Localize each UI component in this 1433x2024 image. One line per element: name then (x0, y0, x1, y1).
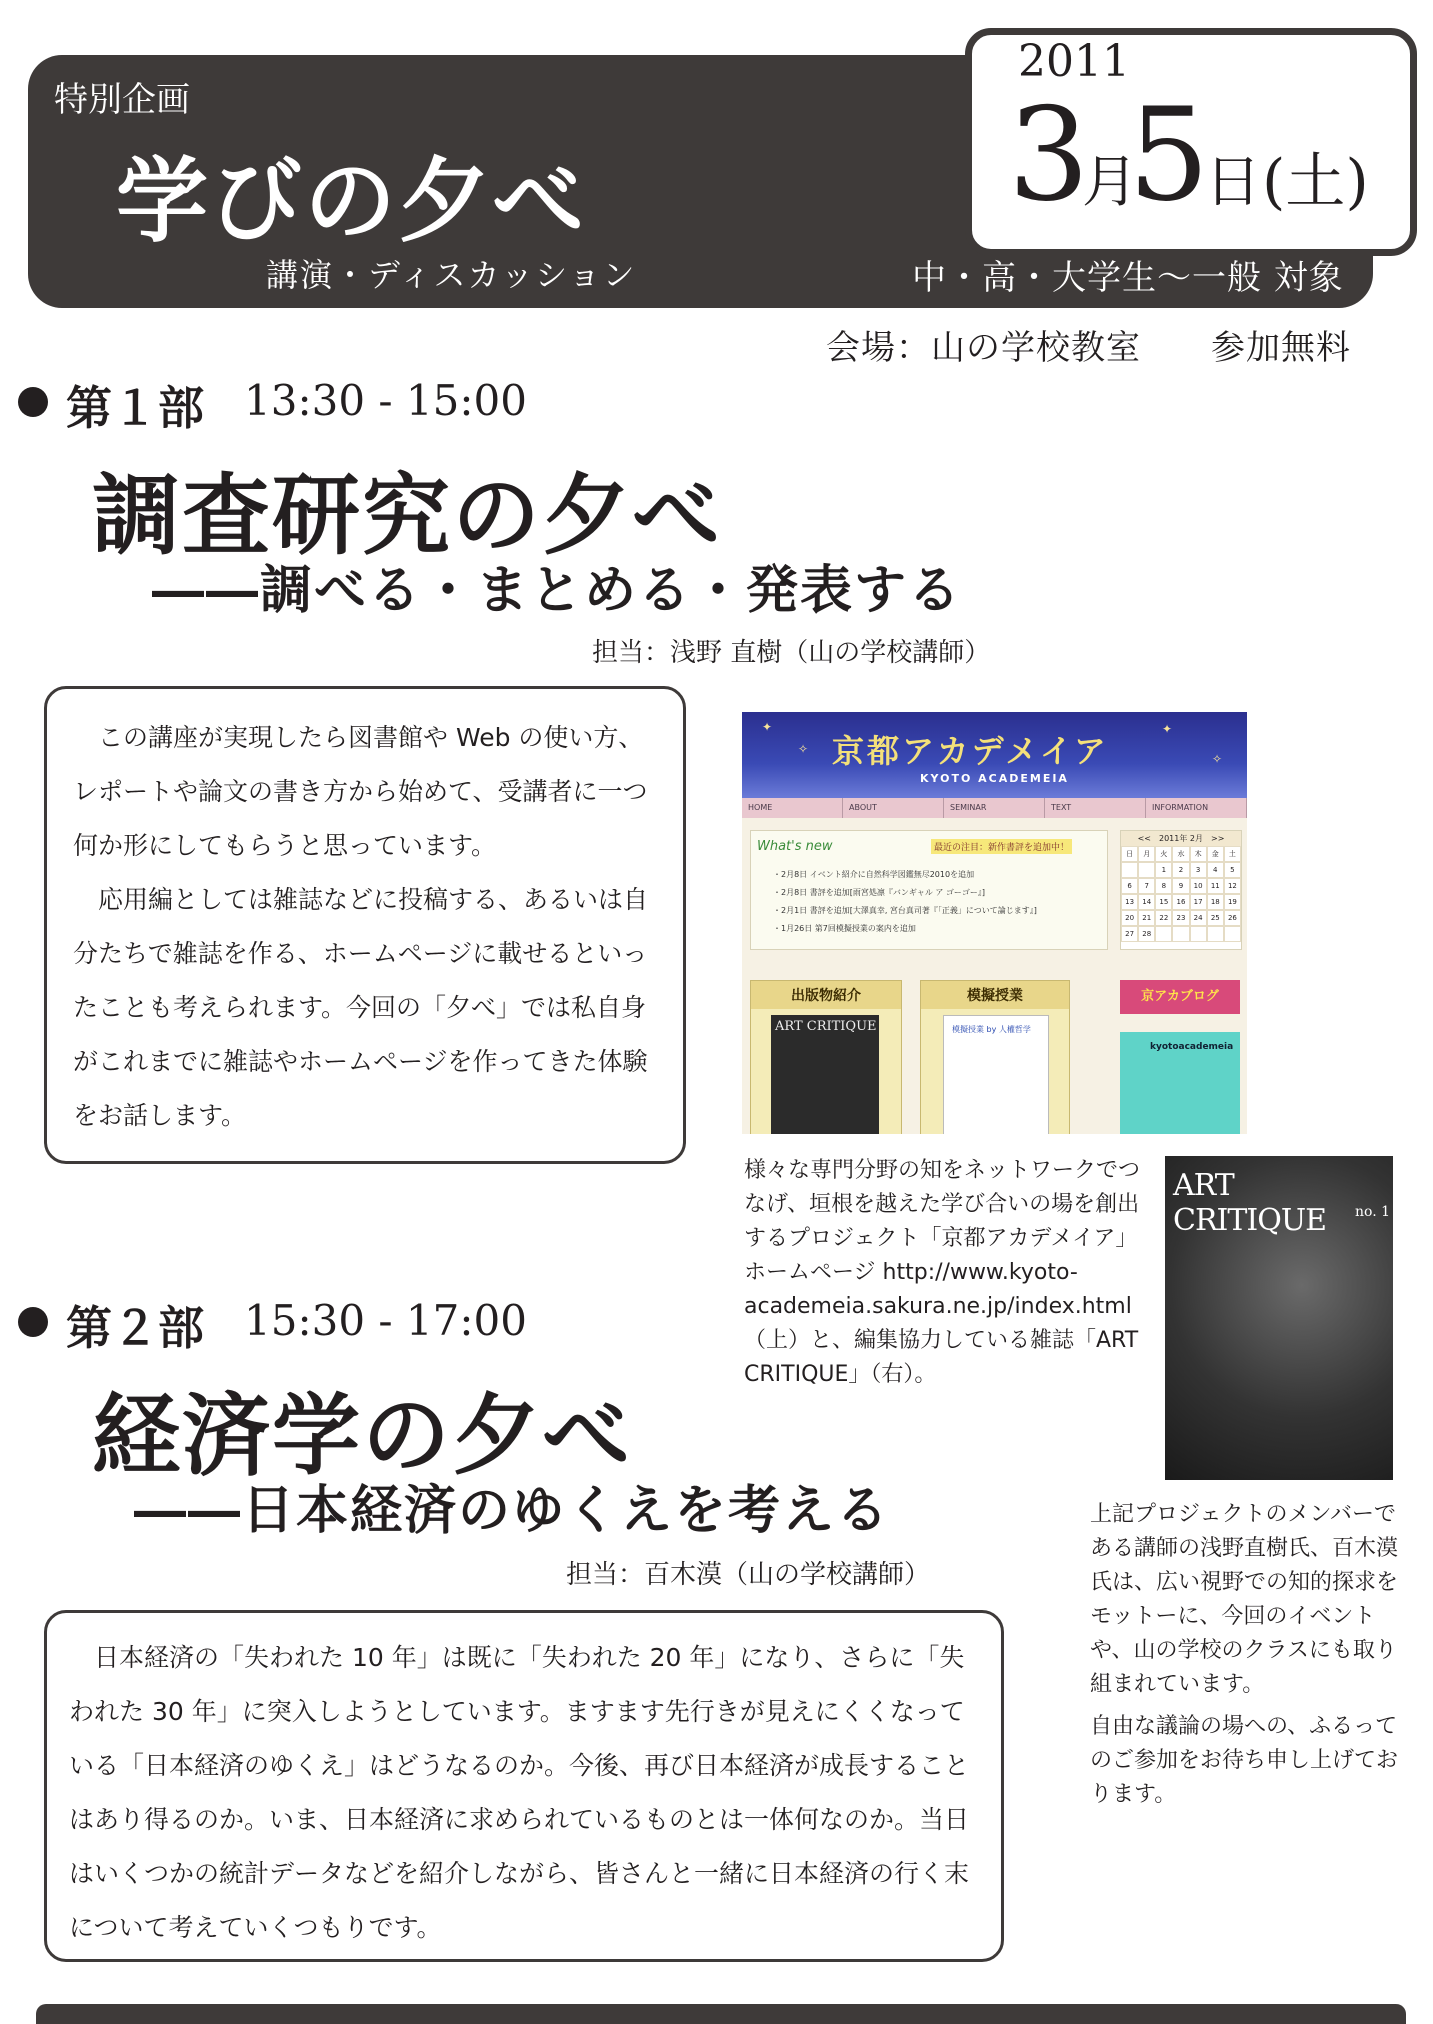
star-icon: ✦ (762, 720, 773, 734)
bullet-icon (18, 1307, 48, 1337)
panel-heading: 出版物紹介 (751, 981, 901, 1009)
calendar-day (1224, 926, 1241, 942)
part1-label: 第１部 (66, 381, 204, 435)
calendar-day: 25 (1207, 910, 1224, 926)
calendar-weekday: 土 (1224, 846, 1241, 862)
calendar-day (1138, 862, 1155, 878)
site-blog-banner: 京アカブログ (1120, 980, 1240, 1014)
calendar-day: 23 (1172, 910, 1189, 926)
star-icon: ✦ (1162, 722, 1173, 736)
panel-heading: 模擬授業 (921, 981, 1069, 1009)
calendar-day: 5 (1224, 862, 1241, 878)
part2-description-box (44, 1610, 1004, 1962)
site-banner-subtitle: KYOTO ACADEMEIA (920, 772, 1069, 785)
part1-paragraph: この講座が実現したら図書館や Web の使い方、レポートや論文の書き方から始めて、受講者に一つ何か形にしてもらうと思っています。 (73, 723, 648, 860)
site-nav-item: ABOUT (843, 798, 944, 818)
banner-subtitle: 講演・ディスカッション (266, 256, 637, 294)
calendar-day (1121, 862, 1138, 878)
part1-title: 調査研究の夕べ (92, 463, 723, 567)
part2-title: 経済学の夕べ (92, 1383, 633, 1487)
magazine-issue: no. 1 (1355, 1204, 1391, 1220)
calendar-days (1121, 862, 1241, 942)
news-item: ・2月1日 書評を追加[大澤真幸, 宮台真司著『「正義」について論じます』] (773, 906, 1037, 915)
site-calendar (1120, 830, 1242, 950)
part1-lecturer: 担当：浅野 直樹（山の学校講師） (592, 638, 991, 668)
banner-kicker: 特別企画 (54, 80, 190, 120)
calendar-day (1155, 926, 1172, 942)
twitter-handle: kyotoacademeia (1150, 1042, 1234, 1052)
calendar-day: 15 (1155, 894, 1172, 910)
banner-title: 学びの夕べ (116, 147, 587, 255)
news-item: ・2月8日 書評を追加[雨宮処凛『バンギャル ア ゴーゴー』] (773, 888, 986, 897)
calendar-day: 2 (1172, 862, 1189, 878)
calendar-day: 7 (1138, 878, 1155, 894)
date-month-label: 月 (1082, 150, 1138, 215)
calendar-day: 6 (1121, 878, 1138, 894)
calendar-weekday: 水 (1172, 846, 1189, 862)
mock-class-document-title: 模擬授業 by 人權哲学 (952, 1025, 1031, 1034)
date-month: 3 (1008, 81, 1090, 230)
site-news-panel (750, 830, 1108, 950)
calendar-day: 24 (1190, 910, 1207, 926)
publication-cover (771, 1015, 879, 1134)
site-publication-panel (750, 980, 902, 1134)
venue-info: 会場：山の学校教室 参加無料 (826, 328, 1351, 368)
calendar-day: 27 (1121, 926, 1138, 942)
site-nav-item: HOME (742, 798, 843, 818)
part2-paragraph: 日本経済の「失われた 10 年」は既に「失われた 20 年」になり、さらに「失われた 30 年」に突入しようとしています。ますます先行きが見えにくくなっている「日本経済のゆくえ」はどうなるのか。今後、再び日本経済が成長することはあり得るのか。いま、日本経済に求められているものとは一体何なのか。当日はいくつかの統計データなどを紹介しながら、皆さんと一緒に日本経済の行く末について考えていくつもりです。 (69, 1643, 970, 1942)
part1-description-box (44, 686, 686, 1164)
star-icon: ✧ (1212, 752, 1223, 766)
site-banner (742, 712, 1247, 798)
date-year: 2011 (1018, 36, 1130, 87)
site-banner-title: 京都アカデメイア (832, 732, 1109, 770)
site-nav-item: INFORMATION (1146, 798, 1247, 818)
calendar-day (1207, 926, 1224, 942)
calendar-weekday: 月 (1138, 846, 1155, 862)
calendar-weekday: 火 (1155, 846, 1172, 862)
calendar-day: 17 (1190, 894, 1207, 910)
calendar-day: 20 (1121, 910, 1138, 926)
calendar-day (1172, 926, 1189, 942)
news-heading: What's new (757, 839, 833, 854)
news-item: ・2月8日 イベント紹介に自然科学図鑑無尽2010を追加 (773, 870, 975, 879)
calendar-day: 11 (1207, 878, 1224, 894)
calendar-day: 21 (1138, 910, 1155, 926)
calendar-day: 18 (1207, 894, 1224, 910)
calendar-day: 26 (1224, 910, 1241, 926)
calendar-day: 14 (1138, 894, 1155, 910)
website-caption: 様々な専門分野の知をネットワークでつなげ、垣根を越えた学び合いの場を創出するプロジェクト「京都アカデメイア」ホームページ http://www.kyoto-academeia.sakura.ne.jp/index.html（上）と、編集協力している雑誌「ART CRITIQUE」（右）。 (744, 1158, 1141, 1387)
calendar-weekday: 木 (1190, 846, 1207, 862)
news-item: ・1月26日 第7回模擬授業の案内を追加 (773, 924, 916, 933)
part1-time: 13:30 - 15:00 (244, 376, 527, 425)
part2-subtitle: ――日本経済のゆくえを考える (134, 1480, 891, 1541)
date-weekday: (土) (1262, 147, 1369, 217)
calendar-heading: << 2011年 2月 >> (1121, 831, 1241, 846)
invitation-caption: 自由な議論の場への、ふるってのご参加をお待ち申し上げております。 (1090, 1714, 1399, 1807)
bullet-icon (18, 387, 48, 417)
calendar-day: 8 (1155, 878, 1172, 894)
part2-time: 15:30 - 17:00 (244, 1296, 527, 1345)
calendar-day: 4 (1207, 862, 1224, 878)
calendar-day (1190, 926, 1207, 942)
part1-paragraph: 応用編としては雑誌などに投稿する、あるいは自分たちで雑誌を作る、ホームページに載せるといったことも考えられます。今回の「夕べ」では私自身がこれまでに雑誌やホームページを作ってきた体験をお話します。 (73, 885, 649, 1130)
date-day-label: 日 (1205, 150, 1261, 215)
date-day: 5 (1128, 81, 1210, 230)
site-nav (742, 798, 1247, 818)
calendar-day: 13 (1121, 894, 1138, 910)
academeia-website-screenshot (742, 712, 1247, 1134)
calendar-weekday: 金 (1207, 846, 1224, 862)
calendar-day: 19 (1224, 894, 1241, 910)
site-mock-class-panel (920, 980, 1070, 1134)
site-twitter-widget (1120, 1032, 1240, 1134)
part2-lecturer: 担当：百木漠（山の学校講師） (566, 1560, 931, 1590)
publication-cover-title: ART CRITIQUE (775, 1019, 877, 1034)
part1-subtitle: ――調べる・まとめる・発表する (152, 560, 963, 621)
calendar-weekdays (1121, 846, 1241, 862)
calendar-day: 3 (1190, 862, 1207, 878)
part2-label: 第２部 (66, 1301, 204, 1355)
mock-class-document (943, 1015, 1049, 1134)
target-audience: 中・高・大学生〜一般 対象 (912, 258, 1344, 298)
site-nav-item: SEMINAR (944, 798, 1045, 818)
calendar-day: 16 (1172, 894, 1189, 910)
members-caption: 上記プロジェクトのメンバーである講師の浅野直樹氏、百木漠氏は、広い視野での知的探求をモットーに、今回のイベントや、山の学校のクラスにも取り組まれています。 (1090, 1502, 1399, 1697)
calendar-day: 28 (1138, 926, 1155, 942)
calendar-day: 22 (1155, 910, 1172, 926)
magazine-title: ART CRITIQUE (1173, 1168, 1327, 1238)
site-nav-item: TEXT (1045, 798, 1146, 818)
calendar-day: 12 (1224, 878, 1241, 894)
magazine-cover-image (1165, 1156, 1393, 1480)
news-alert: 最近の注目：新作書評を追加中！ (931, 839, 1072, 854)
calendar-weekday: 日 (1121, 846, 1138, 862)
footer-bar (36, 2004, 1406, 2024)
calendar-day: 9 (1172, 878, 1189, 894)
calendar-day: 10 (1190, 878, 1207, 894)
calendar-day: 1 (1155, 862, 1172, 878)
star-icon: ✧ (798, 742, 809, 756)
